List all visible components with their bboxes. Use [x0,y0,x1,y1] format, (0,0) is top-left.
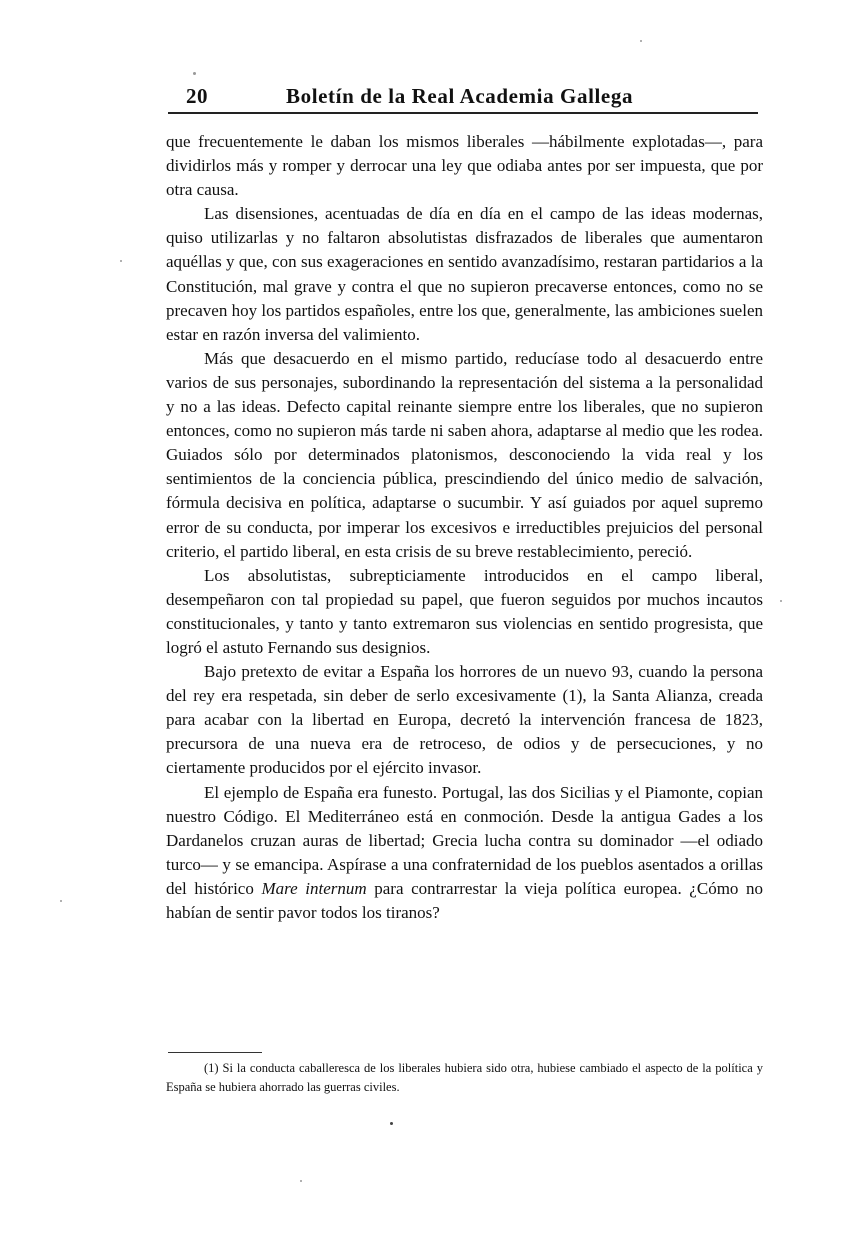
scan-speck [640,40,642,42]
paragraph-2: Las disensiones, acentuadas de día en día en el campo de las ideas modernas, quiso utilizarlas y no faltaron absolutistas disfrazados de liberales que aumentaron aquéllas y que, con sus exageraciones en sentido avanzadísimo, restaran partidarios a la Constitución, mal grave y contra el que no supieron precaverse entonces, como no se precaven hoy los partidos españoles, entre los que, generalmente, las ambiciones suelen estar en razón inversa del valimiento. [166,204,763,344]
paragraph-6 [166,781,763,926]
page-header [168,82,764,116]
paragraph-6-italic-term: Mare internum [261,878,367,898]
scan-speck [193,72,196,75]
scan-speck [120,260,122,262]
paragraph-4: Los absolutistas, subrepticiamente introducidos en el campo liberal, desempeñaron con tal propiedad su papel, que fueron seguidos por muchos incautos constitucionales, y tanto y tanto extremaron sus violencias en sentido progresista, que logró el astuto Fernando sus designios. [166,565,763,657]
scan-speck [780,600,782,602]
paragraph-3: Más que desacuerdo en el mismo partido, reducíase todo al desacuerdo entre varios de sus personajes, subordinando la representación del sistema a la personalidad y no a las ideas. Defecto capital reinante siempre entre los liberales, que no supieron entonces, como no supieron más tarde ni saben ahora, adaptarse al medio que les rodea. Guiados sólo por determinados platonismos, desconociendo la vida real y los sentimientos de la conciencia pública, prescindiendo del único medio de salvación, fórmula decisiva en política, adaptarse o sucumbir. Y así guiados por aquel supremo error de su conducta, por imperar los excesivos e irreductibles prejuicios del personal criterio, el partido liberal, en esta crisis de su breve restablecimiento, pereció. [166,348,763,561]
scan-speck [390,1122,393,1125]
header-rule [168,112,758,114]
scan-speck [60,900,62,902]
footnote-rule [168,1052,262,1053]
footnote: (1) Si la conducta caballeresca de los liberales hubiera sido otra, hubiese cambiado el aspecto de la política y España se hubiera ahorrado las guerras civiles. [166,1061,763,1094]
body-text [166,130,763,925]
paragraph-6-text-b: para contrarrestar la vieja política europea. ¿Cómo no habían de sentir pavor todos los tiranos? [166,878,764,922]
page-number: 20 [186,84,208,108]
paragraph-5: Bajo pretexto de evitar a España los horrores de un nuevo 93, cuando la persona del rey era respetada, sin deber de serlo excesivamente (1), la Santa Alianza, creada para acabar con la libertad en Europa, decretó la intervención francesa de 1823, precursora de una nueva era de retroceso, de odios y de persecuciones, y no ciertamente producidos por el ejército invasor. [166,662,763,778]
running-head: Boletín de la Real Academia Gallega [286,84,634,108]
scan-speck [300,1180,302,1182]
paragraph-1: que frecuentemente le daban los mismos liberales —hábilmente explotadas—, para dividirlos más y romper y derrocar una ley que odiaba antes por ser impuesta, que por otra causa. [166,132,763,200]
paragraph-6-text-a: El ejemplo de España era funesto. Portugal, las dos Sicilias y el Piamonte, copian nuestro Código. El Mediterráneo está en conmoción. Desde la antigua Gades a los Dardanelos cruzan auras de libertad; Grecia lucha contra su dominador —el odiado turco— y se emancipa. Aspírase a una confraternidad de los pueblos asentados a orillas del histórico [166,782,763,898]
